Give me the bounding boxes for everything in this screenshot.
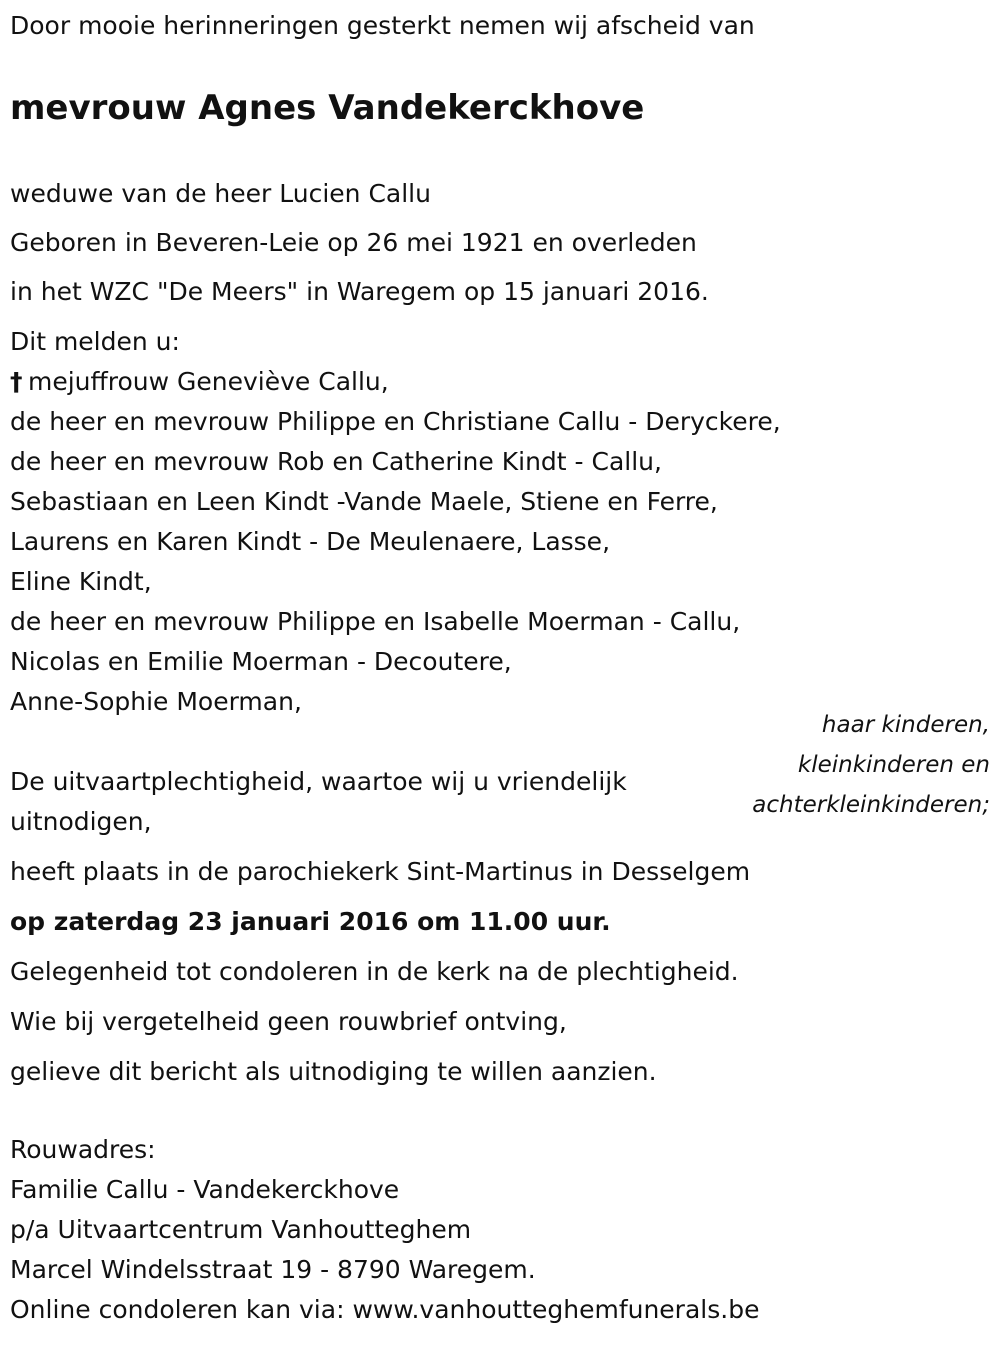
family-member: de heer en mevrouw Rob en Catherine Kindt - Callu, [10, 447, 662, 476]
deceased-name: mevrouw Agnes Vandekerckhove [10, 88, 645, 128]
family-member: Laurens en Karen Kindt - De Meulenaere, Lasse, [10, 527, 611, 556]
family-member: Nicolas en Emilie Moerman - Decoutere, [10, 647, 512, 676]
ceremony-intro [10, 762, 627, 842]
ceremony-place: heeft plaats in de parochiekerk Sint-Martinus in Desselgem [10, 857, 751, 886]
family-member: Eline Kindt, [10, 567, 152, 596]
family-member: Sebastiaan en Leen Kindt -Vande Maele, Stiene en Ferre, [10, 487, 718, 516]
family-member [10, 362, 781, 402]
ceremony-line: uitnodigen, [10, 807, 152, 836]
family-list [10, 322, 781, 722]
family-member-text: mejuffrouw Geneviève Callu, [28, 367, 389, 396]
intro-text: Door mooie herinneringen gesterkt nemen wij afscheid van [10, 11, 755, 40]
relation-line: achterkleinkinderen; [752, 792, 990, 818]
address-line: p/a Uitvaartcentrum Vanhoutteghem [10, 1215, 472, 1244]
cross-icon: † [10, 367, 23, 396]
announce-label: Dit melden u: [10, 327, 180, 356]
letter-note: gelieve dit bericht als uitnodiging te willen aanzien. [10, 1057, 657, 1086]
letter-note: Wie bij vergetelheid geen rouwbrief ontving, [10, 1007, 567, 1036]
ceremony-datetime: op zaterdag 23 januari 2016 om 11.00 uur. [10, 907, 611, 936]
ceremony-line: De uitvaartplechtigheid, waartoe wij u vriendelijk [10, 767, 627, 796]
family-member: Anne-Sophie Moerman, [10, 687, 302, 716]
ceremony-details [10, 852, 750, 1102]
family-member: de heer en mevrouw Philippe en Isabelle Moerman - Callu, [10, 607, 741, 636]
bio-line: in het WZC "De Meers" in Waregem op 15 januari 2016. [10, 277, 709, 306]
relation-line: kleinkinderen en [797, 752, 990, 778]
relation-note [752, 705, 990, 825]
address-label: Rouwadres: [10, 1135, 156, 1164]
online-condolence-link[interactable]: Online condoleren kan via: www.vanhoutteghemfunerals.be [10, 1295, 760, 1324]
bio-line: Geboren in Beveren-Leie op 26 mei 1921 en overleden [10, 228, 697, 257]
family-member: de heer en mevrouw Philippe en Christiane Callu - Deryckere, [10, 407, 781, 436]
address-line: Marcel Windelsstraat 19 - 8790 Waregem. [10, 1255, 536, 1284]
bio-line: weduwe van de heer Lucien Callu [10, 179, 431, 208]
relation-line: haar kinderen, [821, 712, 990, 738]
address-line: Familie Callu - Vandekerckhove [10, 1175, 400, 1204]
mourning-address [10, 1130, 759, 1330]
condolence-note: Gelegenheid tot condoleren in de kerk na de plechtigheid. [10, 957, 739, 986]
bio-block [10, 174, 709, 321]
